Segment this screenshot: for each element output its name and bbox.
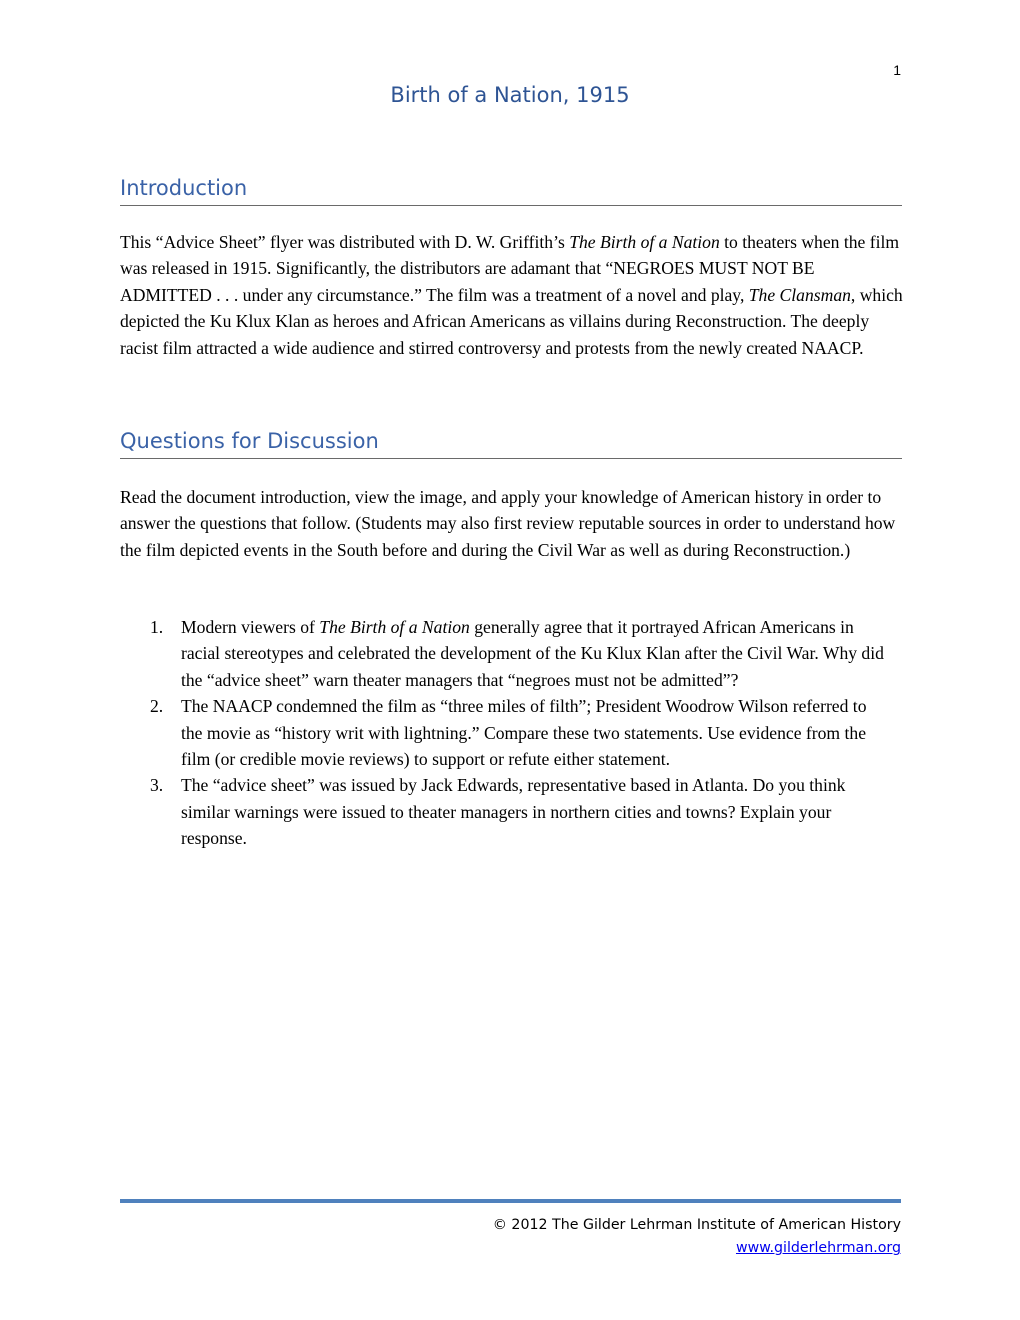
text-run: Modern viewers of	[181, 617, 320, 637]
question-text	[181, 696, 867, 769]
page-number: 1	[893, 62, 901, 78]
question-number: 2.	[150, 696, 164, 717]
text-run: generally agree that it portrayed African Americans in racial stereotypes and celebrated the development of the Ku Klux Klan after the Civil War. Why did the “advice sheet” warn theater managers that “negroes must not be admitted”?	[181, 617, 884, 690]
italic-title-text: The Birth of a Nation	[569, 232, 720, 252]
question-item	[120, 772, 904, 851]
text-run: This “Advice Sheet” flyer was distributed with D. W. Griffith’s	[120, 232, 570, 252]
discussion-questions-list	[120, 614, 904, 852]
question-number: 1.	[150, 617, 164, 637]
italic-title-text: The Birth of a Nation	[319, 617, 470, 637]
footer-copyright: © 2012 The Gilder Lehrman Institute of American History	[492, 1217, 901, 1233]
question-text	[181, 775, 845, 848]
introduction-heading: Introduction	[120, 176, 902, 206]
text-run: to theaters when the film was released in 1915. Significantly, the distributors are adamant that “NEGROES MUST NOT BE ADMITTED . . . under any circumstance.” The film was a treatment of a novel and play,	[120, 232, 900, 305]
discussion-heading: Questions for Discussion	[120, 429, 902, 459]
introduction-paragraph	[120, 229, 904, 361]
footer-website-link[interactable]: www.gilderlehrman.org	[735, 1240, 901, 1256]
question-number: 3.	[150, 775, 164, 796]
footer-rule	[120, 1199, 901, 1203]
italic-title-text: The Clansman	[748, 284, 851, 305]
question-text	[181, 617, 884, 690]
text-run: The “advice sheet” was issued by Jack Edwards, representative based in Atlanta. Do you think similar warnings were issued to theater managers in northern cities and towns? Explain your response.	[181, 775, 846, 849]
text-run: The NAACP condemned the film as “three miles of filth”; President Woodrow Wilson referred to the movie as “history writ with lightning.” Compare these two statements. Use evidence from the film (or credible movie reviews) to support or refute either statement.	[181, 696, 867, 770]
discussion-intro-paragraph: Read the document introduction, view the image, and apply your knowledge of American history in order to answer the questions that follow. (Students may also first review reputable sources in order to understand how the film depicted events in the South before and during the Civil War as well as during Reconstruction.)	[120, 487, 896, 560]
question-item	[120, 614, 904, 693]
question-item	[120, 693, 904, 772]
text-run: , which depicted the Ku Klux Klan as heroes and African Americans as villains during Reconstruction. The deeply racist film attracted a wide audience and stirred controversy and protests from the newly created NAACP.	[120, 284, 903, 358]
document-title: Birth of a Nation, 1915	[390, 83, 630, 107]
